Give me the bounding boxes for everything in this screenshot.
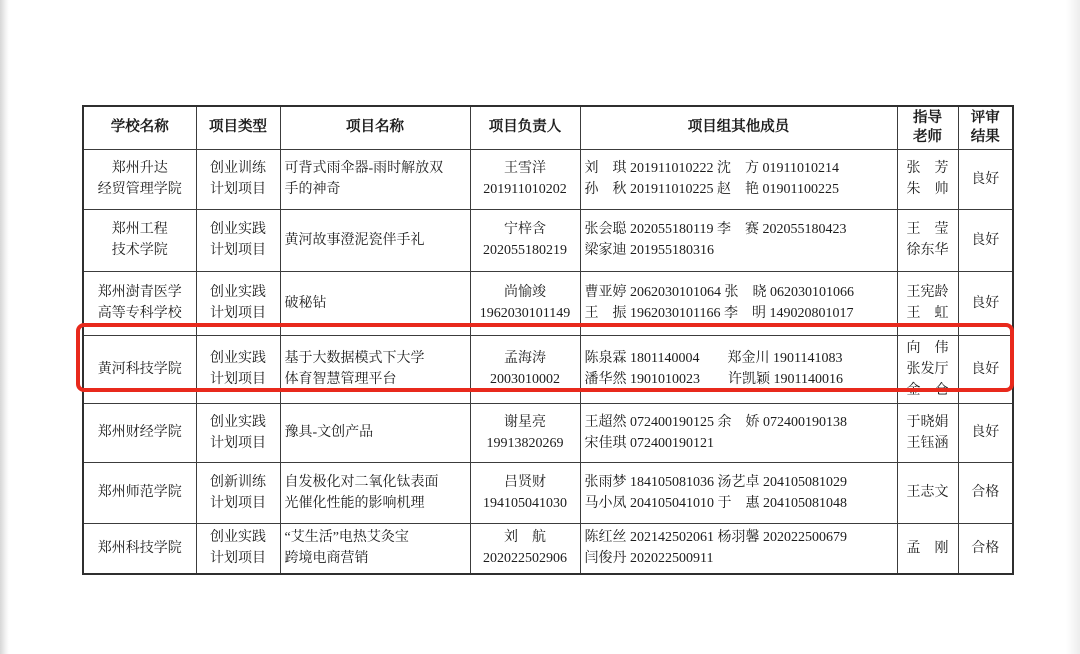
cell-advisors xyxy=(897,149,958,209)
table-row xyxy=(83,462,1013,523)
cell-line: 可背式雨伞器-雨时解放双 xyxy=(284,161,444,177)
cell-members xyxy=(580,403,897,462)
cell-result xyxy=(958,149,1013,209)
cell-school xyxy=(83,271,196,335)
header-line: 项目名称 xyxy=(346,119,404,136)
cell-line: 王 虹 xyxy=(906,306,949,322)
cell-line: 朱 帅 xyxy=(906,182,949,198)
cell-leader xyxy=(470,149,580,209)
cell-line: 创业实践 xyxy=(210,530,266,546)
cell-result xyxy=(958,335,1013,403)
cell-line: 202022502906 xyxy=(483,551,567,567)
cell-members xyxy=(580,462,897,523)
cell-leader xyxy=(470,209,580,271)
cell-line: 豫具-文创产品 xyxy=(284,425,374,441)
cell-school xyxy=(83,523,196,574)
cell-line: 刘 琪 201911010222 沈 方 01911010214 xyxy=(584,161,839,177)
cell-line: 合格 xyxy=(971,485,1000,501)
right-edge-shade xyxy=(1066,0,1080,654)
cell-project-type xyxy=(196,403,280,462)
cell-line: 尚愉竣 xyxy=(504,285,546,301)
cell-line: 计划项目 xyxy=(210,182,266,198)
table-row-highlighted xyxy=(83,335,1013,403)
cell-line: 陈泉霖 1801140004 郑金川 1901141083 xyxy=(584,351,843,367)
cell-result xyxy=(958,403,1013,462)
cell-line: 孟海涛 xyxy=(504,351,546,367)
cell-line: 孙 秋 201911010225 赵 艳 01901100225 xyxy=(584,182,839,198)
cell-line: 201911010202 xyxy=(483,182,567,198)
results-table xyxy=(82,105,1014,575)
cell-project-type xyxy=(196,149,280,209)
cell-leader xyxy=(470,523,580,574)
cell-project-name xyxy=(280,271,470,335)
cell-leader xyxy=(470,335,580,403)
left-edge-shade xyxy=(0,0,9,654)
header-row xyxy=(83,106,1013,149)
cell-line: 良好 xyxy=(971,425,1000,441)
cell-project-type xyxy=(196,335,280,403)
cell-line: 曹亚婷 2062030101064 张 晓 062030101066 xyxy=(584,285,854,301)
column-header xyxy=(83,106,196,149)
header-line: 项目负责人 xyxy=(488,119,562,136)
cell-line: 计划项目 xyxy=(210,435,266,451)
cell-project-name xyxy=(280,149,470,209)
table-row xyxy=(83,149,1013,209)
cell-line: 计划项目 xyxy=(210,243,266,259)
cell-school xyxy=(83,403,196,462)
cell-line: 王超然 072400190125 余 娇 072400190138 xyxy=(584,414,847,430)
cell-line: 体育智慧管理平台 xyxy=(284,372,397,388)
header-line: 学校名称 xyxy=(110,119,169,136)
header-line: 老师 xyxy=(913,128,942,145)
cell-project-name xyxy=(280,209,470,271)
cell-line: 创业实践 xyxy=(210,414,266,430)
cell-line: 良好 xyxy=(971,171,1000,187)
header-line: 指导 xyxy=(913,110,942,126)
cell-line: 王志文 xyxy=(906,485,949,501)
cell-advisors xyxy=(897,462,958,523)
cell-line: 光催化性能的影响机理 xyxy=(284,495,425,511)
cell-school xyxy=(83,335,196,403)
cell-line: 王雪洋 xyxy=(504,161,546,177)
column-header xyxy=(958,106,1013,149)
cell-line: 计划项目 xyxy=(210,495,266,511)
cell-line: 王 莹 xyxy=(906,222,949,238)
table-body xyxy=(83,149,1013,574)
cell-line: 2003010002 xyxy=(490,372,560,388)
cell-line: 潘华然 1901010023 许凯颖 1901140016 xyxy=(584,372,843,388)
table-row xyxy=(83,209,1013,271)
cell-project-type xyxy=(196,271,280,335)
cell-project-name xyxy=(280,462,470,523)
cell-line: 合格 xyxy=(971,540,1000,556)
cell-line: 郑州升达 xyxy=(111,161,168,177)
column-header xyxy=(196,106,280,149)
cell-project-name xyxy=(280,403,470,462)
cell-line: 194105041030 xyxy=(483,495,567,511)
cell-line: 创业实践 xyxy=(210,351,266,367)
table-row xyxy=(83,523,1013,574)
cell-line: 王钰涵 xyxy=(906,435,949,451)
header-line: 评审 xyxy=(970,110,1000,126)
cell-line: 刘 航 xyxy=(504,530,546,546)
cell-project-name xyxy=(280,335,470,403)
cell-line: 计划项目 xyxy=(210,372,266,388)
cell-leader xyxy=(470,403,580,462)
cell-line: 孟 刚 xyxy=(906,540,949,556)
column-header xyxy=(580,106,897,149)
cell-line: 基于大数据模式下大学 xyxy=(284,351,425,367)
cell-line: 向 伟 xyxy=(906,340,949,356)
cell-members xyxy=(580,209,897,271)
cell-line: 手的神奇 xyxy=(284,182,341,198)
cell-line: 张 芳 xyxy=(906,161,949,177)
cell-line: 王 振 1962030101166 李 明 149020801017 xyxy=(584,306,854,322)
cell-line: 郑州师范学院 xyxy=(97,485,182,501)
table-row xyxy=(83,271,1013,335)
cell-line: 202055180219 xyxy=(483,243,567,259)
cell-line: 于晓娟 xyxy=(906,414,949,430)
cell-project-type xyxy=(196,209,280,271)
cell-line: 跨境电商营销 xyxy=(284,551,369,567)
cell-line: 良好 xyxy=(971,361,1000,377)
cell-school xyxy=(83,209,196,271)
cell-line: 郑州工程 xyxy=(111,222,168,238)
cell-line: 破秘钻 xyxy=(284,295,327,311)
cell-advisors xyxy=(897,523,958,574)
cell-line: 郑州澍青医学 xyxy=(97,285,182,301)
cell-members xyxy=(580,271,897,335)
header-line: 结果 xyxy=(970,128,1000,145)
cell-line: 马小凤 204105041010 于 惠 204105081048 xyxy=(584,495,847,511)
cell-line: 张发厅 xyxy=(906,361,949,377)
cell-advisors xyxy=(897,403,958,462)
cell-line: 创新训练 xyxy=(210,474,266,490)
cell-line: 技术学院 xyxy=(111,243,168,259)
cell-line: 计划项目 xyxy=(210,551,266,567)
cell-line: 19913820269 xyxy=(486,435,564,451)
cell-line: 计划项目 xyxy=(210,306,266,322)
cell-line: 经贸管理学院 xyxy=(97,182,182,198)
cell-school xyxy=(83,149,196,209)
cell-leader xyxy=(470,271,580,335)
cell-line: 良好 xyxy=(971,232,1000,248)
cell-project-type xyxy=(196,462,280,523)
cell-members xyxy=(580,149,897,209)
cell-line: 陈红丝 202142502061 杨羽馨 202022500679 xyxy=(584,530,847,546)
cell-result xyxy=(958,523,1013,574)
cell-leader xyxy=(470,462,580,523)
cell-line: 1962030101149 xyxy=(479,306,571,322)
cell-line: 郑州科技学院 xyxy=(97,540,182,556)
cell-members xyxy=(580,335,897,403)
cell-project-type xyxy=(196,523,280,574)
cell-school xyxy=(83,462,196,523)
cell-line: 黄河科技学院 xyxy=(97,361,182,377)
cell-line: 闫俊丹 202022500911 xyxy=(584,551,714,567)
cell-line: 创业实践 xyxy=(210,222,266,238)
cell-line: 创业训练 xyxy=(210,161,266,177)
cell-advisors xyxy=(897,209,958,271)
cell-line: 金 仓 xyxy=(906,382,949,398)
cell-line: 宋佳琪 072400190121 xyxy=(584,435,714,451)
cell-line: 王宪龄 xyxy=(906,285,949,301)
cell-line: 张雨梦 184105081036 汤艺卓 204105081029 xyxy=(584,474,847,490)
cell-line: 黄河故事澄泥瓷伴手礼 xyxy=(284,232,425,248)
header-line: 项目组其他成员 xyxy=(687,119,790,136)
cell-line: 自发极化对二氧化钛表面 xyxy=(284,474,439,490)
cell-line: 谢星亮 xyxy=(504,414,546,430)
cell-line: 创业实践 xyxy=(210,285,266,301)
column-header xyxy=(280,106,470,149)
column-header xyxy=(470,106,580,149)
cell-members xyxy=(580,523,897,574)
cell-project-name xyxy=(280,523,470,574)
cell-line: 高等专科学校 xyxy=(97,306,182,322)
table-row xyxy=(83,403,1013,462)
column-header xyxy=(897,106,958,149)
cell-result xyxy=(958,209,1013,271)
cell-line: 宁梓含 xyxy=(504,222,546,238)
cell-line: 徐东华 xyxy=(906,243,949,259)
cell-line: 郑州财经学院 xyxy=(97,425,182,441)
cell-advisors xyxy=(897,335,958,403)
cell-advisors xyxy=(897,271,958,335)
cell-line: 良好 xyxy=(971,295,1000,311)
cell-line: 吕贤财 xyxy=(504,474,546,490)
cell-line: “艾生活”电热艾灸宝 xyxy=(284,530,409,546)
cell-line: 梁家迪 201955180316 xyxy=(584,243,714,259)
cell-result xyxy=(958,271,1013,335)
header-line: 项目类型 xyxy=(209,119,267,136)
table-header xyxy=(83,106,1013,149)
cell-line: 张会聪 202055180119 李 赛 202055180423 xyxy=(584,222,847,238)
cell-result xyxy=(958,462,1013,523)
